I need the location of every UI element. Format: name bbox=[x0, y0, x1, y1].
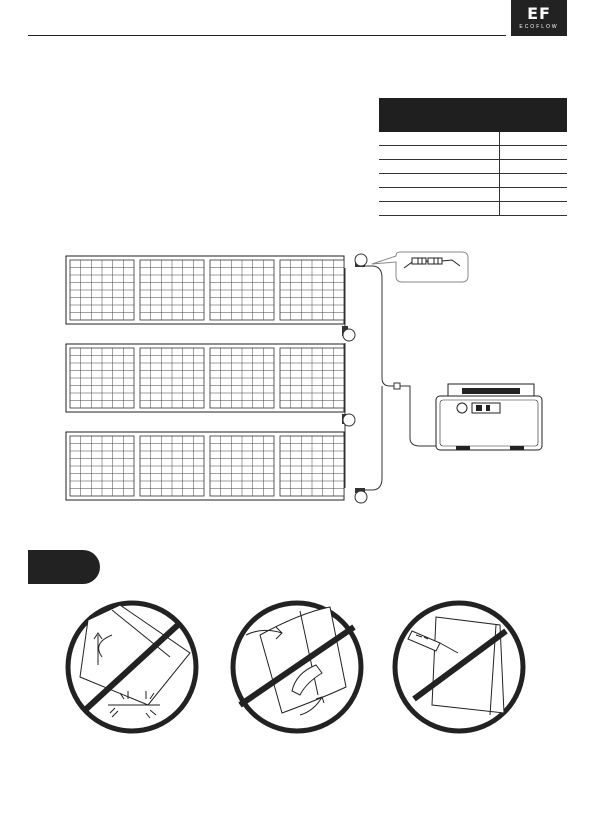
device-power-button bbox=[457, 403, 467, 413]
cable-bottom bbox=[357, 386, 382, 490]
no-drop-icon bbox=[68, 603, 196, 731]
table-row bbox=[379, 160, 567, 174]
table-cell bbox=[500, 146, 568, 160]
connection-diagram bbox=[0, 238, 595, 518]
connector-callout bbox=[372, 252, 468, 282]
table-cell bbox=[379, 202, 500, 216]
table-cell bbox=[379, 146, 500, 160]
table-cell bbox=[379, 188, 500, 202]
table-cell bbox=[500, 202, 568, 216]
spec-header-cell bbox=[379, 98, 500, 132]
header-rule bbox=[28, 35, 506, 36]
table-cell bbox=[379, 160, 500, 174]
spec-table bbox=[379, 98, 567, 216]
table-row bbox=[379, 174, 567, 188]
section-badge bbox=[28, 550, 100, 584]
step-marker bbox=[355, 254, 367, 266]
no-bend-icon bbox=[233, 603, 361, 731]
table-row bbox=[379, 188, 567, 202]
table-cell bbox=[379, 174, 500, 188]
table-cell bbox=[500, 174, 568, 188]
cable-top bbox=[357, 266, 398, 386]
table-cell bbox=[500, 188, 568, 202]
connector-hub bbox=[394, 383, 400, 389]
table-cell bbox=[379, 132, 500, 146]
brand-logo bbox=[511, 0, 567, 36]
power-station-device bbox=[436, 384, 542, 450]
table-row bbox=[379, 202, 567, 216]
step-marker bbox=[343, 329, 355, 341]
device-vent bbox=[462, 388, 520, 394]
logo-mark: EF bbox=[527, 4, 551, 23]
step-marker bbox=[343, 414, 355, 426]
no-pierce-icon bbox=[395, 603, 523, 731]
table-row bbox=[379, 132, 567, 146]
table-cell bbox=[500, 132, 568, 146]
table-row bbox=[379, 146, 567, 160]
warning-icons bbox=[0, 595, 595, 745]
cable-lines bbox=[345, 266, 448, 490]
spec-table-header bbox=[379, 98, 567, 132]
step-marker bbox=[355, 491, 367, 503]
spec-header-cell bbox=[500, 98, 568, 132]
solar-panel-array bbox=[66, 256, 344, 500]
logo-text: ECOFLOW bbox=[519, 24, 559, 30]
table-cell bbox=[500, 160, 568, 174]
